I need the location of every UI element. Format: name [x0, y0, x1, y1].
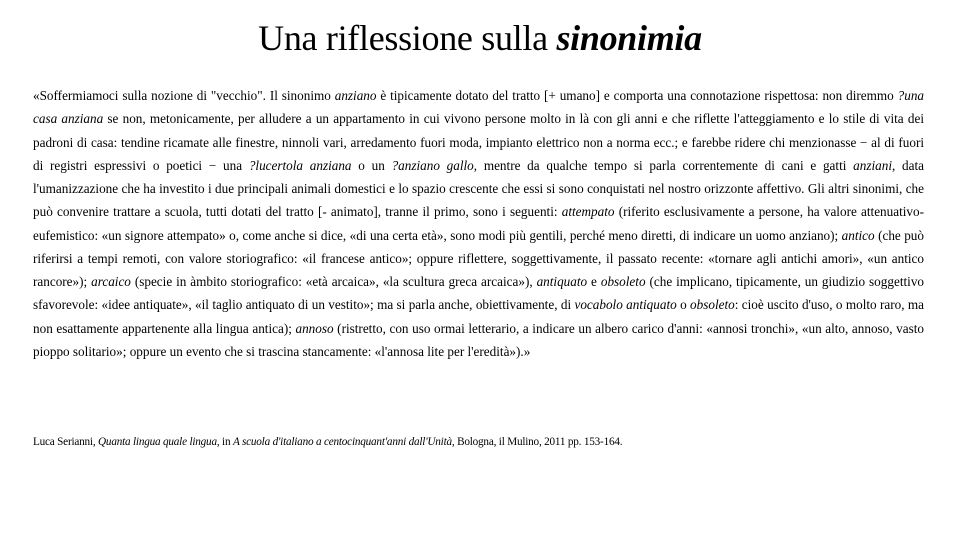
quote-text-run: (specie in àmbito storiografico: «età arcaica», «la scultura greca arcaica»), — [130, 274, 537, 289]
quote-italic-run: vocabolo antiquato — [574, 297, 677, 313]
quote-text-run: (riferito esclusivamente a persone, ha valore attenuativo-eufemistico: «un signore attempato» o, come anche si dice, «di una certa età», sono modi più gentili, perché meno diretti, di indicare un uomo anziano); — [33, 204, 924, 243]
quote-italic-run: ?una casa anziana — [33, 88, 924, 127]
quote-text-run: «Soffermiamoci sulla nozione di "vecchio". Il sinonimo — [33, 88, 335, 103]
quote-text-run: : cioè uscito d'uso, o molto raro, ma non esattamente appartenente alla lingua antica); — [33, 297, 924, 336]
quote-italic-run: anziano — [334, 88, 377, 103]
quote-italic-run: annoso — [295, 320, 334, 336]
source-italic-run: Quanta lingua quale lingua — [98, 436, 217, 448]
quote-italic-run: ?lucertola anziana — [248, 157, 352, 173]
quote-text-run: o un — [351, 157, 392, 173]
title-emphasis: sinonimia — [556, 18, 702, 58]
source-text-run: , Bologna, il Mulino, 2011 pp. 153-164. — [451, 436, 623, 448]
quote-italic-run: anziani — [853, 157, 892, 173]
page-title — [0, 14, 960, 62]
quote-text-run: è tipicamente dotato del tratto [+ umano] e comporta una connotazione rispettosa: non diremmo — [376, 88, 898, 103]
quote-text-run: o — [676, 297, 691, 313]
quote-italic-run: obsoleto — [690, 297, 735, 313]
source-text-run: Luca Serianni, — [33, 436, 99, 448]
quote-italic-run: ?anziano gallo — [391, 157, 474, 173]
quote-text-run: e — [587, 274, 601, 289]
source-italic-run: A scuola d'italiano a centocinquant'anni dall'Unità — [232, 436, 452, 448]
quote-text-run: (ristretto, con uso ormai letterario, a indicare un albero carico d'anni: «annosi tronchi», «un alto, annoso, vasto pioppo solitario»; oppure un evento che si trascina stancamente: «l'annosa lite per l'eredità»).» — [33, 320, 924, 359]
quote-text-run: (che implicano, tipicamente, un giudizio soggettivo sfavorevole: «idee antiquate», «il taglio antiquato di un vestito»; ma si parla anche, obiettivamente, di — [33, 274, 925, 313]
source-text-run: , in — [216, 436, 233, 448]
quote-paragraph — [33, 84, 924, 363]
quote-italic-run: antico — [841, 227, 875, 243]
title-plain: Una riflessione sulla — [258, 18, 557, 58]
quote-text-run: , data l'umanizzazione che ha investito i due principali animali domestici e lo spazio crescente che essi si sono conquistati nel nostro orizzonte affettivo. Gli altri sinonimi, che può convenire trattare a scuola, tutti dotati del tratto [- animato], tranne il primo, sono i seguenti: — [33, 157, 925, 220]
quote-italic-run: attempato — [561, 204, 615, 220]
source-citation — [33, 434, 924, 450]
quote-text-run: se non, metonicamente, per alludere a un appartamento in cui vivono persone molto in là con gli anni e che riflette l'atteggiamento e lo stile di vita dei padroni di casa: tendine ricamate alle finestre, ninnoli vari, arredamento fuori moda, impianto elettrico non a norma ecc.; e farebbe ridere chi menzionasse − al di fuori di registri espressivi o poetici − una — [33, 111, 925, 173]
quote-italic-run: arcaico — [91, 274, 131, 289]
quote-italic-run: obsoleto — [600, 274, 646, 289]
quote-italic-run: antiquato — [536, 274, 588, 289]
quote-text-run: , mentre da qualche tempo si parla correntemente di cani e gatti — [473, 157, 854, 173]
quote-text-run: (che può riferirsi a tempi remoti, con valore storiografico: «il francese antico»; oppure riflettere, soggettivamente, il passato recente: «tornare agli antichi amori», «un antico rancore»); — [33, 227, 924, 289]
